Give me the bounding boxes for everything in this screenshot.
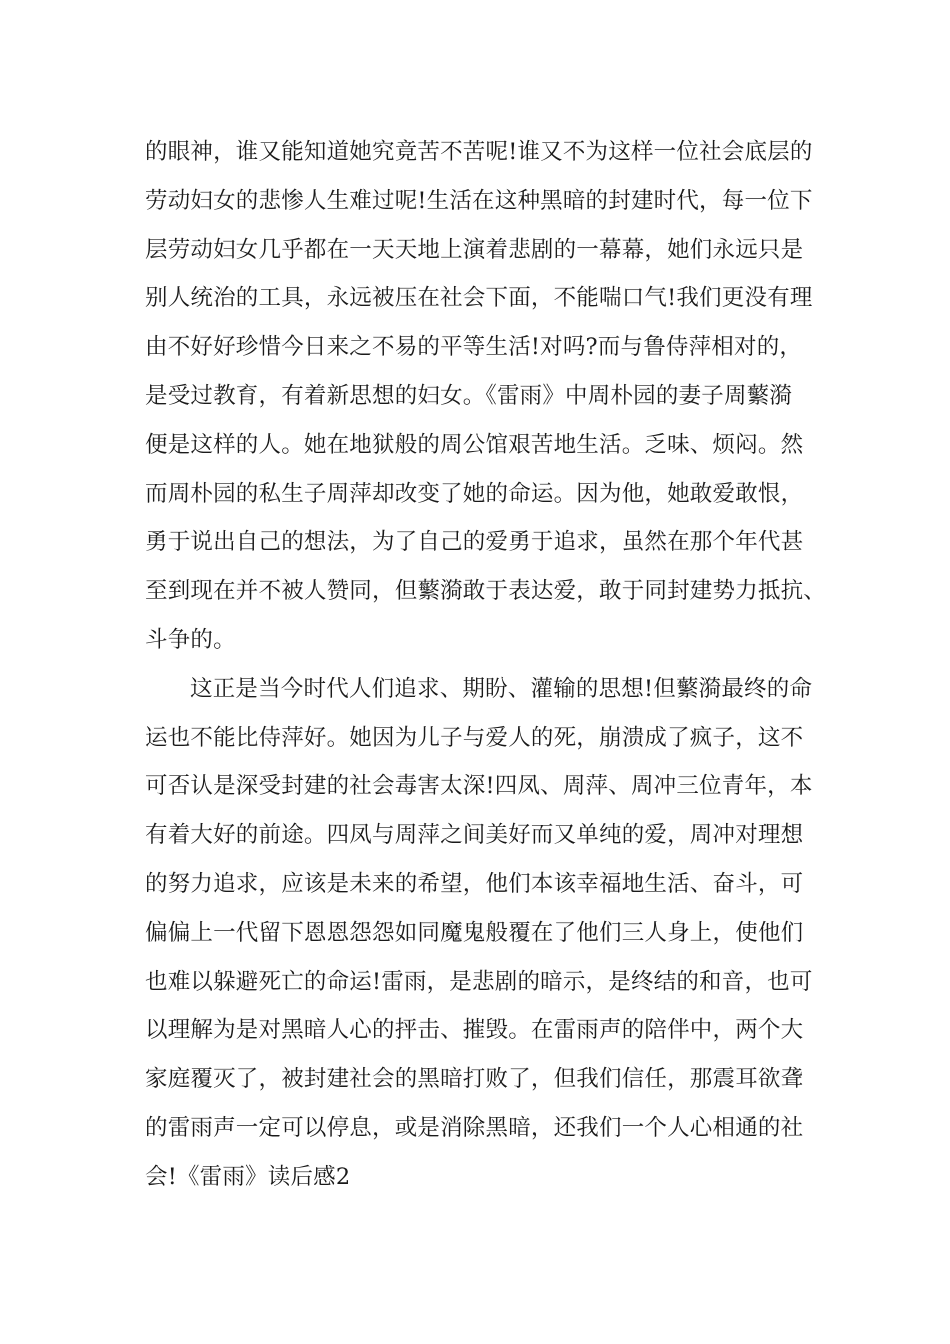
text-line: 家庭覆灭了，被封建社会的黑暗打败了，但我们信任，那震耳欲聋 — [145, 1066, 804, 1093]
text-line: 而周朴园的私生子周萍却改变了她的命运。因为他，她敢爱敢恨， — [145, 480, 804, 507]
text-line: 有着大好的前途。四凤与周萍之间美好而又单纯的爱，周冲对理想 — [145, 822, 804, 849]
text-line: 层劳动妇女几乎都在一天天地上演着悲剧的一幕幕，她们永远只是 — [145, 236, 804, 263]
text-line: 会!《雷雨》读后感2 — [145, 1163, 351, 1190]
text-line: 是受过教育，有着新思想的妇女。《雷雨》中周朴园的妻子周蘩漪 — [145, 382, 793, 409]
text-line: 劳动妇女的悲惨人生难过呢!生活在这种黑暗的封建时代，每一位下 — [145, 187, 813, 214]
paragraph-first-line: 这正是当今时代人们追求、期盼、灌输的思想!但蘩漪最终的命 — [190, 675, 813, 702]
text-line: 勇于说出自己的想法，为了自己的爱勇于追求，虽然在那个年代甚 — [145, 529, 804, 556]
text-line: 斗争的。 — [145, 626, 236, 653]
text-line: 也难以躲避死亡的命运!雷雨，是悲剧的暗示，是终结的和音，也可 — [145, 968, 813, 995]
text-line: 运也不能比侍萍好。她因为儿子与爱人的死，崩溃成了疯子，这不 — [145, 724, 804, 751]
text-line: 偏偏上一代留下恩恩怨怨如同魔鬼般覆在了他们三人身上，使他们 — [145, 919, 804, 946]
text-line: 的眼神，谁又能知道她究竟苦不苦呢!谁又不为这样一位社会底层的 — [145, 139, 813, 165]
body-text — [145, 128, 845, 1202]
text-line: 别人统治的工具，永远被压在社会下面，不能喘口气!我们更没有理 — [145, 285, 813, 312]
text-line: 可否认是深受封建的社会毒害太深!四凤、周萍、周冲三位青年，本 — [145, 773, 813, 800]
text-line: 的雷雨声一定可以停息，或是消除黑暗，还我们一个人心相通的社 — [145, 1114, 804, 1141]
text-line: 的努力追求，应该是未来的希望，他们本该幸福地生活、奋斗，可 — [145, 870, 804, 897]
text-line: 以理解为是对黑暗人心的抨击、摧毁。在雷雨声的陪伴中，两个大 — [145, 1017, 804, 1044]
text-line: 至到现在并不被人赞同，但蘩漪敢于表达爱，敢于同封建势力抵抗、 — [145, 578, 827, 605]
text-line: 便是这样的人。她在地狱般的周公馆艰苦地生活。乏味、烦闷。然 — [145, 431, 804, 458]
text-line: 由不好好珍惜今日来之不易的平等生活!对吗?而与鲁侍萍相对的， — [145, 334, 803, 361]
